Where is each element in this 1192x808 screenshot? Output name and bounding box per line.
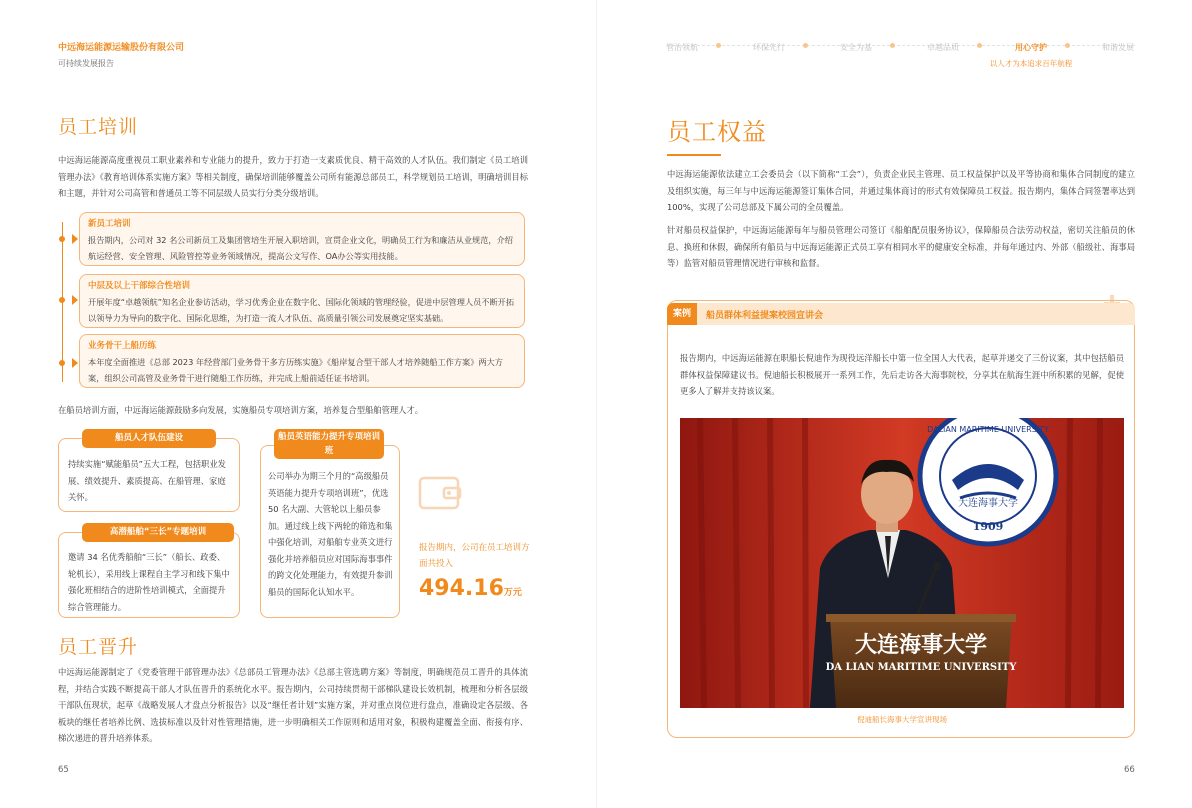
wallet-icon <box>418 472 462 512</box>
card-body: 开展年度“卓越领航”知名企业参访活动，学习优秀企业在数字化、国际化领域的管理经验，促进中层管理人员不断开拓以领导力为导向的数字化、国际化思维，为打造一流人才队伍、高质量引领公司发展奠定坚实基础。 <box>88 297 515 323</box>
training-intro: 中远海运能源高度重视员工职业素养和专业能力的提升，致力于打造一支素质优良、精干高效的人才队伍。我们制定《员工培训管理办法》《教育培训体系实施方案》等相关制度，确保培训能够覆盖公司所有能源总部员工，科学规划员工培训，明确培训目标和主题，并针对公司高管和普通员工等不同层级人员实行分类分级培训。 <box>58 155 528 198</box>
rights-paragraph-2: 针对船员权益保护，中远海运能源每年与船员管理公司签订《船舶配员服务协议》，保障船员合法劳动权益，密切关注船员的休息、换班和休假，确保所有船员与中远海运能源正式员工享有相同水平的健康安全标准，并每年通过内、外部（船级社、海事局等）监管对船员管理情况进行审核和监督。 <box>667 225 1135 268</box>
rights-paragraph-1: 中远海运能源依法建立工会委员会（以下简称“工会”），负责企业民主管理、员工权益保护以及平等协商和集体合同制度的建立及组织实施，每三年与中远海运能源签订集体合同，并通过集体商讨的形式有效保障员工权益。报告期内，集体合同签署率达到 100%，实现了公司总部及下属公司的全员覆盖。 <box>667 169 1135 212</box>
section-nav-item[interactable]: 管治领航 <box>666 43 698 52</box>
investment-value: 494.16 <box>419 576 504 601</box>
section-nav-item[interactable]: 安全为基 <box>840 43 872 52</box>
report-name: 可持续发展报告 <box>58 59 114 68</box>
card-title: 中层及以上干部综合性培训 <box>88 281 191 291</box>
section-nav-item[interactable]: 用心守护 <box>1015 43 1047 52</box>
promotion-body: 中远海运能源制定了《党委管理干部管理办法》《总部员工管理办法》《总部主管选聘方案》等制度，明确规范员工晋升的具体流程，并结合实践不断提高干部人才队伍晋升的系统化水平。报告期内，公司持续贯彻干部梯队建设长效机制，梳理和分析各层级干部队伍现状，起草《战略发展人才盘点分析报告》以及“继任者计划”实施方案，并对重点岗位进行盘点，准确设定各层级、各板块的继任者培养比例、选拔标准以及针对性管理措施，进一步明确相关工作原则和适用对象，积极构建覆盖全面、衔接有序、梯次递进的晋升培养体系。 <box>58 667 528 743</box>
seal-english-text: DALIAN MARITIME UNIVERSITY <box>927 425 1049 434</box>
case-photo <box>680 418 1124 708</box>
case-tag: 案例 <box>667 303 697 325</box>
section-nav-dot <box>977 43 982 48</box>
seafarer-intro: 在船员培训方面，中远海运能源鼓励多向发展，实施船员专项培训方案，培养复合型船舶管理人才。 <box>58 405 424 415</box>
timeline-dot <box>59 236 65 242</box>
section-nav-dot <box>1065 43 1070 48</box>
promotion-title: 员工晋升 <box>58 636 139 658</box>
team-building-tag: 船员人才队伍建设 <box>82 429 216 448</box>
page-number-left: 65 <box>58 765 69 775</box>
seal-chinese-text: 大连海事大学 <box>958 498 1018 509</box>
investment-unit: 万元 <box>503 588 522 598</box>
training-card-new-staff <box>79 212 525 266</box>
podium-english: DA LIAN MARITIME UNIVERSITY <box>825 662 1017 673</box>
investment-value-group <box>419 576 522 601</box>
timeline-arrow <box>72 234 78 244</box>
page-divider <box>596 0 597 808</box>
investment-label: 报告期内，公司在员工培训方面共投入 <box>419 543 530 569</box>
english-training-tag: 船员英语能力提升专项培训班 <box>274 429 384 459</box>
page-number-right: 66 <box>1124 765 1135 775</box>
photo-caption: 倪迪船长海事大学宣讲现场 <box>857 715 947 724</box>
speaker-photo <box>680 418 1124 708</box>
training-card-middle-management <box>79 274 525 328</box>
section-nav-item[interactable]: 卓越品质 <box>927 43 959 52</box>
card-title: 新员工培训 <box>88 219 131 229</box>
section-nav-dot <box>803 43 808 48</box>
seal-year: 1909 <box>972 520 1004 533</box>
section-nav-item[interactable]: 环保先行 <box>753 43 785 52</box>
training-title: 员工培训 <box>58 116 139 138</box>
section-nav-dot <box>890 43 895 48</box>
senior-officer-text: 邀请 34 名优秀船舶“三长”（船长、政委、轮机长），采用线上课程自主学习和线下集中强化班相结合的进阶性培训模式，全面提升综合管理能力。 <box>68 552 230 612</box>
timeline-dot <box>59 297 65 303</box>
card-body: 报告期内，公司对 32 名公司新员工及集团管培生开展入职培训，宣贯企业文化，明确员工行为和廉洁从业规范，介绍航运经营、安全管理、风险管控等业务领域情况，提高公文写作、OA办公等实用技能。 <box>88 235 513 261</box>
card-title: 业务骨干上船历练 <box>88 341 157 351</box>
english-training-text: 公司举办为期三个月的“高级船员英语能力提升专项培训班”，优选 50 名大副、大管轮以上船员参加。通过线上线下两轮的筛选和集中强化培训，对船舶专业英文进行强化并培养船员应对国际海事事件的跨文化处理能力，有效提升参训船员的国际化认知水平。 <box>268 471 393 597</box>
timeline-dot <box>59 360 65 366</box>
section-nav-dot <box>716 43 721 48</box>
case-body: 报告期内，中远海运能源在职船长倪迪作为现役远洋船长中第一位全国人大代表，起草并递交了三份议案，其中包括船员群体权益保障建议书。倪迪船长积极展开一系列工作，先后走访各大海事院校，分享其在航海生涯中所积累的见解，促使更多人了解并支持该议案。 <box>680 353 1124 396</box>
title-underline <box>667 154 721 156</box>
section-nav-subtitle: 以人才为本追求百年航程 <box>989 59 1073 68</box>
timeline-arrow <box>72 295 78 305</box>
training-card-onboard <box>79 334 525 388</box>
card-body: 本年度全面推进《总部 2023 年经营部门业务骨干多方历练实施》《船岸复合型干部人才培养随船工作方案》两大方案，组织公司高管及业务骨干进行随船工作历练，并完成上船前适任证书培训。 <box>88 357 503 383</box>
team-building-text: 持续实施“赋能船员”五大工程，包括职业发展、绩效提升、素质提高、在船管理、家庭关怀。 <box>68 459 226 502</box>
case-title: 船员群体利益提案校园宣讲会 <box>706 311 824 321</box>
senior-officer-tag: 高潜船舶“三长”专题培训 <box>82 523 234 542</box>
company-name: 中远海运能源运输股份有限公司 <box>58 43 185 53</box>
section-nav-item[interactable]: 和谐发展 <box>1102 43 1134 52</box>
timeline-arrow <box>72 358 78 368</box>
podium-chinese: 大连海事大学 <box>854 632 988 658</box>
rights-title: 员工权益 <box>667 118 767 146</box>
